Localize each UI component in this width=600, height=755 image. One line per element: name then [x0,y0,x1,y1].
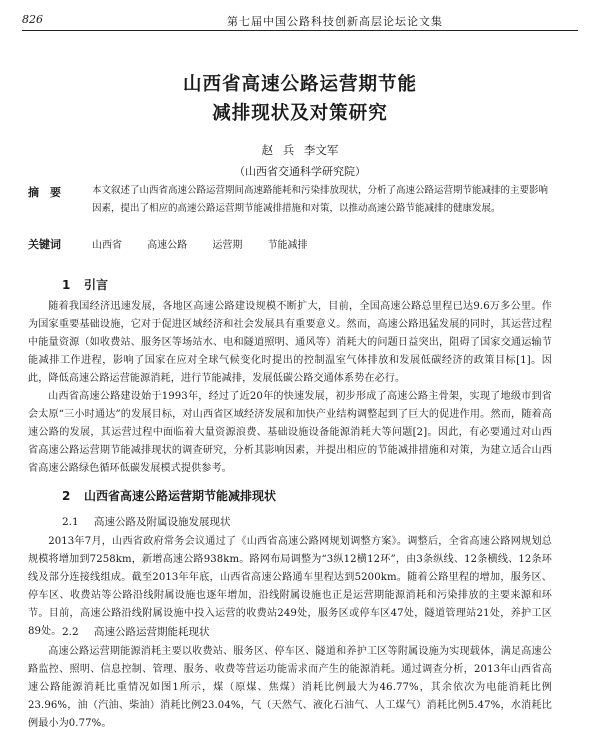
section-2-heading: 2 山西省高速公路运营期节能减排现状 [62,489,277,503]
section-1-paragraph-2: 山西省高速公路建设始于1993年，经过了近20年的快速发展，初步形成了高速公路主骨架，实现了地级市到省会太原“三小时通达”的发展目标，对山西省区域经济发展和加快产业结构调整起到了巨大的促进作用。然而，随着高速公路的发展，其运营过程中面临着大量资源浪费、基础设施设备能源消耗大等问题[2]。因此，有必要通过对山西省高速公路运营期节能减排现状的调查研究，分析其影响因素，并提出相应的节能减排措施和对策，为建立适合山西省高速公路绿色循环低碳发展模式提供参考。 [28,391,552,474]
section-1-heading: 1 引言 [62,278,109,292]
section-2-2-paragraph: 高速公路运营期能源消耗主要以收费站、服务区、停车区、隧道和养护工区等附属设施为实现载体，满足高速公路监控、照明、信息控制、管理、服务、收费等营运功能需求而产生的能源消耗。通过调查分析，2013年山西省高速公路能源消耗比重情况如图1所示，煤（原煤、焦煤）消耗比例最大为46.77%，其余依次为电能消耗比例23.96%，油（汽油、柴油）消耗比例23.04%，气（天然气、液化石油气、人工煤气）消耗比例5.47%，水消耗比例最小为0.77%。 [28,646,552,729]
journal-title: 第七届中国公路科技创新高层论坛论文集 [227,15,443,28]
authors: 赵 兵 李文军 [261,143,339,157]
section-1-paragraph-1: 随着我国经济迅速发展，各地区高速公路建设规模不断扩大，目前，全国高速公路总里程已达9.6万多公里。作为国家重要基础设施，它对于促进区域经济和社会发展具有重要意义。然而，高速公路迅猛发展的同时，其运营过程中能量资源（如收费站、服务区等场站水、电和隧道照明、通风等）消耗大的问题日益突出，阻碍了国家交通运输节能减排工作进程，影响了国家在应对全球气候变化时提出的控制温室气体排放和发展低碳经济的政策目标[1]。因此，降低高速公路运营能源消耗，进行节能减排，发展低碳公路交通体系势在必行。 [28,301,552,384]
paper-title-line2: 减排现状及对策研究 [212,103,388,124]
abstract-label: 摘 要 [28,186,61,199]
running-header [22,10,578,31]
section-2-1-heading: 2.1 高速公路及附属设施发展现状 [62,516,231,528]
keywords [92,236,322,251]
keyword: 山西省 [92,240,122,251]
section-2-2-heading: 2.2 高速公路运营期能耗现状 [62,626,210,638]
institution: （山西省交通科学研究院） [234,165,366,178]
keyword: 高速公路 [147,240,188,251]
keyword: 运营期 [212,240,243,251]
paper-title-line1: 山西省高速公路运营期节能 [182,74,417,95]
keyword: 节能减排 [267,240,308,251]
keywords-label: 关键词 [28,238,61,251]
abstract-text: 本文叙述了山西省高速公路运营期间高速路能耗和污染排放现状，分析了高速公路运营期节能减排的主要影响因素，提出了相应的高速公路运营期节能减排措施和对策，以推动高速公路节能减排的健康发展。 [92,185,549,214]
page-number: 826 [22,13,43,26]
section-2-1-paragraph: 2013年7月，山西省政府常务会议通过了《山西省高速公路网规划调整方案》。调整后，全省高速公路网规划总规模将增加到7258km，新增高速公路938km。路网布局调整为“3纵12横12环”，由3条纵线、12条横线、12条环线及部分连接线组成。截至2013年年底，山西省高速公路通车里程达到5200km。随着公路里程的增加，服务区、停车区、收费站等公路沿线附属设施也逐年增加，沿线附属设施也正是运营期能源消耗和污染排放的主要来源和环节。目前，高速公路沿线附属设施中投入运营的收费站249处，服务区或停车区47处，隧道管理站21处，养护工区89处。 [28,536,552,637]
